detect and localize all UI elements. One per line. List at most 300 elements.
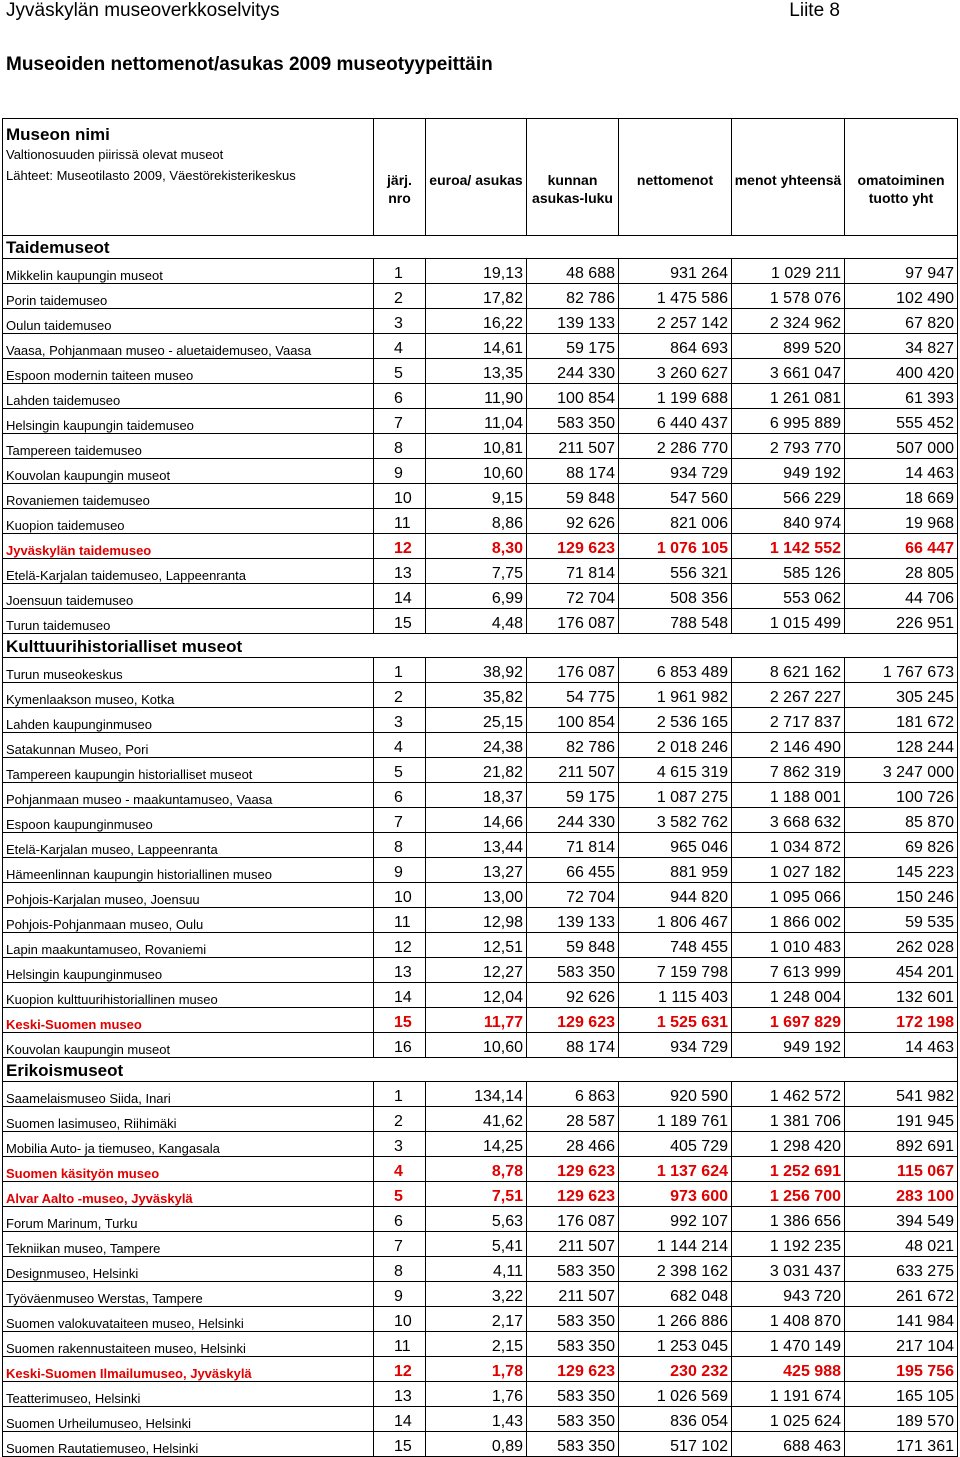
table-row <box>3 958 958 983</box>
cell-pop: 583 350 <box>527 1257 619 1282</box>
museum-name: Etelä-Karjalan museo, Lappeenranta <box>3 833 374 858</box>
cell-own: 18 669 <box>845 484 958 509</box>
cell-nro: 9 <box>374 459 426 484</box>
cell-nro: 4 <box>374 334 426 359</box>
cell-pop: 6 863 <box>527 1082 619 1107</box>
cell-net: 821 006 <box>619 509 732 534</box>
cell-pop: 211 507 <box>527 758 619 783</box>
cell-nro: 11 <box>374 1332 426 1357</box>
cell-nro: 4 <box>374 733 426 758</box>
museum-name: Pohjois-Karjalan museo, Joensuu <box>3 883 374 908</box>
table-row <box>3 334 958 359</box>
cell-eur: 0,89 <box>426 1432 527 1457</box>
col-header-eur: euroa/ asukas <box>426 119 527 236</box>
cell-total: 1 298 420 <box>732 1132 845 1157</box>
museum-name: Saamelaismuseo Siida, Inari <box>3 1082 374 1107</box>
cell-eur: 134,14 <box>426 1082 527 1107</box>
cell-eur: 1,78 <box>426 1357 527 1382</box>
cell-pop: 244 330 <box>527 808 619 833</box>
cell-total: 3 661 047 <box>732 359 845 384</box>
cell-total: 2 793 770 <box>732 434 845 459</box>
cell-eur: 4,48 <box>426 609 527 634</box>
cell-eur: 14,25 <box>426 1132 527 1157</box>
col-header-total: menot yhteensä <box>732 119 845 236</box>
cell-own: 145 223 <box>845 858 958 883</box>
museum-name: Kouvolan kaupungin museot <box>3 459 374 484</box>
cell-eur: 14,66 <box>426 808 527 833</box>
cell-net: 881 959 <box>619 858 732 883</box>
cell-nro: 7 <box>374 808 426 833</box>
cell-eur: 7,75 <box>426 559 527 584</box>
cell-pop: 211 507 <box>527 1282 619 1307</box>
table-row <box>3 309 958 334</box>
cell-total: 1 142 552 <box>732 534 845 559</box>
header-name-cell <box>3 119 374 236</box>
cell-eur: 38,92 <box>426 658 527 683</box>
cell-nro: 1 <box>374 259 426 284</box>
cell-net: 547 560 <box>619 484 732 509</box>
cell-pop: 72 704 <box>527 584 619 609</box>
cell-eur: 35,82 <box>426 683 527 708</box>
museum-costs-table <box>2 118 958 1457</box>
cell-net: 2 018 246 <box>619 733 732 758</box>
cell-own: 555 452 <box>845 409 958 434</box>
cell-own: 172 198 <box>845 1008 958 1033</box>
cell-pop: 59 848 <box>527 933 619 958</box>
table-row <box>3 1132 958 1157</box>
cell-pop: 244 330 <box>527 359 619 384</box>
cell-total: 1 188 001 <box>732 783 845 808</box>
museum-name: Hämeenlinnan kaupungin historiallinen museo <box>3 858 374 883</box>
cell-pop: 48 688 <box>527 259 619 284</box>
table-row <box>3 1033 958 1058</box>
table-row <box>3 459 958 484</box>
cell-nro: 10 <box>374 1307 426 1332</box>
cell-pop: 129 623 <box>527 534 619 559</box>
cell-own: 400 420 <box>845 359 958 384</box>
cell-own: 115 067 <box>845 1157 958 1182</box>
cell-total: 1 381 706 <box>732 1107 845 1132</box>
cell-total: 1 010 483 <box>732 933 845 958</box>
cell-nro: 6 <box>374 384 426 409</box>
cell-total: 1 027 182 <box>732 858 845 883</box>
cell-pop: 88 174 <box>527 459 619 484</box>
cell-own: 66 447 <box>845 534 958 559</box>
table-row <box>3 833 958 858</box>
cell-pop: 583 350 <box>527 1407 619 1432</box>
museum-name: Tekniikan museo, Tampere <box>3 1232 374 1257</box>
cell-pop: 129 623 <box>527 1157 619 1182</box>
museum-name: Mobilia Auto- ja tiemuseo, Kangasala <box>3 1132 374 1157</box>
cell-own: 165 105 <box>845 1382 958 1407</box>
cell-total: 1 866 002 <box>732 908 845 933</box>
cell-eur: 11,77 <box>426 1008 527 1033</box>
cell-pop: 583 350 <box>527 1332 619 1357</box>
cell-nro: 2 <box>374 1107 426 1132</box>
museum-name: Designmuseo, Helsinki <box>3 1257 374 1282</box>
cell-pop: 71 814 <box>527 559 619 584</box>
museum-name: Suomen lasimuseo, Riihimäki <box>3 1107 374 1132</box>
museum-name: Etelä-Karjalan taidemuseo, Lappeenranta <box>3 559 374 584</box>
cell-eur: 24,38 <box>426 733 527 758</box>
cell-nro: 15 <box>374 1432 426 1457</box>
cell-pop: 82 786 <box>527 284 619 309</box>
museum-name: Suomen käsityön museo <box>3 1157 374 1182</box>
table-row <box>3 359 958 384</box>
cell-pop: 66 455 <box>527 858 619 883</box>
cell-nro: 16 <box>374 1033 426 1058</box>
cell-own: 59 535 <box>845 908 958 933</box>
cell-pop: 176 087 <box>527 658 619 683</box>
cell-nro: 10 <box>374 883 426 908</box>
cell-pop: 139 133 <box>527 908 619 933</box>
cell-nro: 8 <box>374 1257 426 1282</box>
cell-total: 585 126 <box>732 559 845 584</box>
cell-own: 128 244 <box>845 733 958 758</box>
museum-name: Turun museokeskus <box>3 658 374 683</box>
museum-name: Tampereen kaupungin historialliset museot <box>3 758 374 783</box>
cell-total: 899 520 <box>732 334 845 359</box>
cell-eur: 41,62 <box>426 1107 527 1132</box>
museum-name: Jyväskylän taidemuseo <box>3 534 374 559</box>
cell-net: 1 806 467 <box>619 908 732 933</box>
table-subtitle: Valtionosuuden piirissä olevat museot <box>6 147 224 162</box>
cell-nro: 14 <box>374 983 426 1008</box>
cell-net: 1 475 586 <box>619 284 732 309</box>
cell-nro: 5 <box>374 359 426 384</box>
table-row <box>3 384 958 409</box>
cell-eur: 13,00 <box>426 883 527 908</box>
cell-pop: 92 626 <box>527 509 619 534</box>
cell-pop: 100 854 <box>527 384 619 409</box>
section-row <box>3 236 958 259</box>
section-title: Erikoismuseot <box>3 1058 958 1082</box>
cell-total: 1 462 572 <box>732 1082 845 1107</box>
cell-eur: 16,22 <box>426 309 527 334</box>
cell-own: 189 570 <box>845 1407 958 1432</box>
cell-nro: 3 <box>374 708 426 733</box>
table-row <box>3 683 958 708</box>
cell-net: 992 107 <box>619 1207 732 1232</box>
cell-net: 2 257 142 <box>619 309 732 334</box>
cell-net: 1 144 214 <box>619 1232 732 1257</box>
museum-name: Porin taidemuseo <box>3 284 374 309</box>
museum-name: Helsingin kaupungin taidemuseo <box>3 409 374 434</box>
header-left-text: Jyväskylän museoverkkoselvitys <box>6 0 280 21</box>
cell-net: 748 455 <box>619 933 732 958</box>
cell-eur: 21,82 <box>426 758 527 783</box>
cell-eur: 1,43 <box>426 1407 527 1432</box>
cell-eur: 12,51 <box>426 933 527 958</box>
cell-own: 67 820 <box>845 309 958 334</box>
cell-nro: 14 <box>374 1407 426 1432</box>
museum-name-label: Museon nimi <box>6 125 110 144</box>
cell-total: 3 668 632 <box>732 808 845 833</box>
cell-total: 943 720 <box>732 1282 845 1307</box>
cell-nro: 12 <box>374 1357 426 1382</box>
cell-net: 6 853 489 <box>619 658 732 683</box>
cell-own: 394 549 <box>845 1207 958 1232</box>
cell-total: 2 324 962 <box>732 309 845 334</box>
cell-eur: 6,99 <box>426 584 527 609</box>
cell-eur: 4,11 <box>426 1257 527 1282</box>
cell-eur: 14,61 <box>426 334 527 359</box>
cell-pop: 92 626 <box>527 983 619 1008</box>
cell-eur: 2,15 <box>426 1332 527 1357</box>
table-row <box>3 1332 958 1357</box>
cell-own: 262 028 <box>845 933 958 958</box>
table-row <box>3 1257 958 1282</box>
cell-own: 132 601 <box>845 983 958 1008</box>
cell-net: 934 729 <box>619 459 732 484</box>
cell-total: 1 192 235 <box>732 1232 845 1257</box>
table-row <box>3 908 958 933</box>
header-right-text: Liite 8 <box>789 0 840 21</box>
museum-name: Lahden taidemuseo <box>3 384 374 409</box>
cell-total: 1 697 829 <box>732 1008 845 1033</box>
table-row <box>3 534 958 559</box>
cell-total: 1 015 499 <box>732 609 845 634</box>
cell-pop: 211 507 <box>527 434 619 459</box>
cell-nro: 13 <box>374 1382 426 1407</box>
cell-nro: 9 <box>374 858 426 883</box>
table-row <box>3 1407 958 1432</box>
cell-own: 102 490 <box>845 284 958 309</box>
table-row <box>3 1432 958 1457</box>
cell-nro: 8 <box>374 833 426 858</box>
table-row <box>3 1008 958 1033</box>
cell-own: 283 100 <box>845 1182 958 1207</box>
cell-nro: 2 <box>374 284 426 309</box>
museum-name: Keski-Suomen museo <box>3 1008 374 1033</box>
cell-own: 48 021 <box>845 1232 958 1257</box>
museum-name: Rovaniemen taidemuseo <box>3 484 374 509</box>
cell-net: 2 536 165 <box>619 708 732 733</box>
cell-eur: 12,27 <box>426 958 527 983</box>
cell-own: 541 982 <box>845 1082 958 1107</box>
museum-name: Suomen valokuvataiteen museo, Helsinki <box>3 1307 374 1332</box>
cell-own: 141 984 <box>845 1307 958 1332</box>
cell-pop: 583 350 <box>527 958 619 983</box>
cell-net: 1 199 688 <box>619 384 732 409</box>
cell-nro: 15 <box>374 609 426 634</box>
cell-eur: 17,82 <box>426 284 527 309</box>
table-row <box>3 858 958 883</box>
cell-own: 3 247 000 <box>845 758 958 783</box>
cell-net: 3 582 762 <box>619 808 732 833</box>
table-row <box>3 284 958 309</box>
cell-pop: 59 848 <box>527 484 619 509</box>
cell-eur: 13,35 <box>426 359 527 384</box>
cell-pop: 72 704 <box>527 883 619 908</box>
cell-own: 454 201 <box>845 958 958 983</box>
cell-pop: 59 175 <box>527 334 619 359</box>
cell-net: 4 615 319 <box>619 758 732 783</box>
cell-net: 788 548 <box>619 609 732 634</box>
cell-own: 305 245 <box>845 683 958 708</box>
table-row <box>3 1207 958 1232</box>
cell-total: 2 267 227 <box>732 683 845 708</box>
table-row <box>3 733 958 758</box>
cell-eur: 19,13 <box>426 259 527 284</box>
cell-nro: 3 <box>374 309 426 334</box>
cell-nro: 6 <box>374 783 426 808</box>
table-row <box>3 783 958 808</box>
page-title: Museoiden nettomenot/asukas 2009 museotyypeittäin <box>6 54 493 75</box>
museum-name: Lapin maakuntamuseo, Rovaniemi <box>3 933 374 958</box>
table-row <box>3 484 958 509</box>
museum-name: Espoon kaupunginmuseo <box>3 808 374 833</box>
cell-pop: 583 350 <box>527 409 619 434</box>
cell-total: 2 146 490 <box>732 733 845 758</box>
table-row <box>3 1357 958 1382</box>
cell-own: 892 691 <box>845 1132 958 1157</box>
museum-name: Alvar Aalto -museo, Jyväskylä <box>3 1182 374 1207</box>
museum-name: Kuopion taidemuseo <box>3 509 374 534</box>
cell-net: 1 253 045 <box>619 1332 732 1357</box>
museum-name: Keski-Suomen Ilmailumuseo, Jyväskylä <box>3 1357 374 1382</box>
table-header-row <box>3 119 958 236</box>
cell-own: 507 000 <box>845 434 958 459</box>
cell-own: 150 246 <box>845 883 958 908</box>
cell-pop: 583 350 <box>527 1432 619 1457</box>
cell-total: 1 261 081 <box>732 384 845 409</box>
cell-nro: 7 <box>374 409 426 434</box>
cell-net: 836 054 <box>619 1407 732 1432</box>
cell-own: 171 361 <box>845 1432 958 1457</box>
cell-pop: 54 775 <box>527 683 619 708</box>
museum-name: Forum Marinum, Turku <box>3 1207 374 1232</box>
table-row <box>3 708 958 733</box>
cell-total: 1 408 870 <box>732 1307 845 1332</box>
museum-name: Pohjanmaan museo - maakuntamuseo, Vaasa <box>3 783 374 808</box>
cell-total: 425 988 <box>732 1357 845 1382</box>
cell-pop: 100 854 <box>527 708 619 733</box>
cell-own: 226 951 <box>845 609 958 634</box>
cell-own: 100 726 <box>845 783 958 808</box>
cell-pop: 59 175 <box>527 783 619 808</box>
cell-eur: 5,41 <box>426 1232 527 1257</box>
cell-net: 973 600 <box>619 1182 732 1207</box>
museum-name: Suomen Rautatiemuseo, Helsinki <box>3 1432 374 1457</box>
cell-nro: 11 <box>374 908 426 933</box>
col-header-net: nettomenot <box>619 119 732 236</box>
cell-net: 1 266 886 <box>619 1307 732 1332</box>
cell-eur: 5,63 <box>426 1207 527 1232</box>
cell-own: 195 756 <box>845 1357 958 1382</box>
section-row <box>3 634 958 658</box>
table-row <box>3 983 958 1008</box>
cell-total: 553 062 <box>732 584 845 609</box>
museum-name: Espoon modernin taiteen museo <box>3 359 374 384</box>
cell-net: 508 356 <box>619 584 732 609</box>
cell-total: 2 717 837 <box>732 708 845 733</box>
cell-pop: 28 466 <box>527 1132 619 1157</box>
section-title: Kulttuurihistorialliset museot <box>3 634 958 658</box>
museum-name: Helsingin kaupunginmuseo <box>3 958 374 983</box>
cell-own: 44 706 <box>845 584 958 609</box>
cell-net: 682 048 <box>619 1282 732 1307</box>
cell-nro: 1 <box>374 1082 426 1107</box>
cell-total: 1 095 066 <box>732 883 845 908</box>
cell-nro: 6 <box>374 1207 426 1232</box>
col-header-pop: kunnan asukas-luku <box>527 119 619 236</box>
cell-nro: 12 <box>374 534 426 559</box>
table-sources: Lähteet: Museotilasto 2009, Väestörekisterikeskus <box>6 168 296 183</box>
cell-net: 1 189 761 <box>619 1107 732 1132</box>
section-title: Taidemuseot <box>3 236 958 259</box>
cell-total: 7 613 999 <box>732 958 845 983</box>
table-row <box>3 1282 958 1307</box>
cell-own: 217 104 <box>845 1332 958 1357</box>
cell-eur: 12,98 <box>426 908 527 933</box>
table-row <box>3 1157 958 1182</box>
table-row <box>3 584 958 609</box>
section-row <box>3 1058 958 1082</box>
cell-net: 934 729 <box>619 1033 732 1058</box>
cell-total: 688 463 <box>732 1432 845 1457</box>
cell-eur: 13,44 <box>426 833 527 858</box>
page-header <box>0 0 960 24</box>
cell-eur: 8,78 <box>426 1157 527 1182</box>
cell-nro: 5 <box>374 758 426 783</box>
cell-pop: 129 623 <box>527 1008 619 1033</box>
cell-nro: 4 <box>374 1157 426 1182</box>
cell-nro: 8 <box>374 434 426 459</box>
museum-name: Satakunnan Museo, Pori <box>3 733 374 758</box>
museum-name: Suomen Urheilumuseo, Helsinki <box>3 1407 374 1432</box>
cell-nro: 13 <box>374 958 426 983</box>
cell-eur: 7,51 <box>426 1182 527 1207</box>
cell-eur: 9,15 <box>426 484 527 509</box>
cell-net: 1 115 403 <box>619 983 732 1008</box>
museum-name: Teatterimuseo, Helsinki <box>3 1382 374 1407</box>
cell-eur: 11,90 <box>426 384 527 409</box>
cell-total: 566 229 <box>732 484 845 509</box>
cell-total: 1 470 149 <box>732 1332 845 1357</box>
cell-own: 28 805 <box>845 559 958 584</box>
cell-nro: 2 <box>374 683 426 708</box>
table-row <box>3 434 958 459</box>
cell-total: 7 862 319 <box>732 758 845 783</box>
cell-own: 181 672 <box>845 708 958 733</box>
cell-nro: 15 <box>374 1008 426 1033</box>
cell-own: 34 827 <box>845 334 958 359</box>
cell-net: 556 321 <box>619 559 732 584</box>
museum-name: Kymenlaakson museo, Kotka <box>3 683 374 708</box>
cell-eur: 1,76 <box>426 1382 527 1407</box>
table-row <box>3 1382 958 1407</box>
cell-nro: 12 <box>374 933 426 958</box>
museum-name: Lahden kaupunginmuseo <box>3 708 374 733</box>
cell-net: 7 159 798 <box>619 958 732 983</box>
cell-pop: 176 087 <box>527 609 619 634</box>
cell-net: 517 102 <box>619 1432 732 1457</box>
cell-pop: 28 587 <box>527 1107 619 1132</box>
table-row <box>3 1107 958 1132</box>
cell-own: 97 947 <box>845 259 958 284</box>
cell-nro: 5 <box>374 1182 426 1207</box>
table-row <box>3 758 958 783</box>
table-row <box>3 1082 958 1107</box>
cell-net: 1 026 569 <box>619 1382 732 1407</box>
cell-eur: 10,81 <box>426 434 527 459</box>
cell-pop: 583 350 <box>527 1307 619 1332</box>
table-row <box>3 933 958 958</box>
cell-total: 6 995 889 <box>732 409 845 434</box>
cell-eur: 10,60 <box>426 1033 527 1058</box>
cell-net: 405 729 <box>619 1132 732 1157</box>
